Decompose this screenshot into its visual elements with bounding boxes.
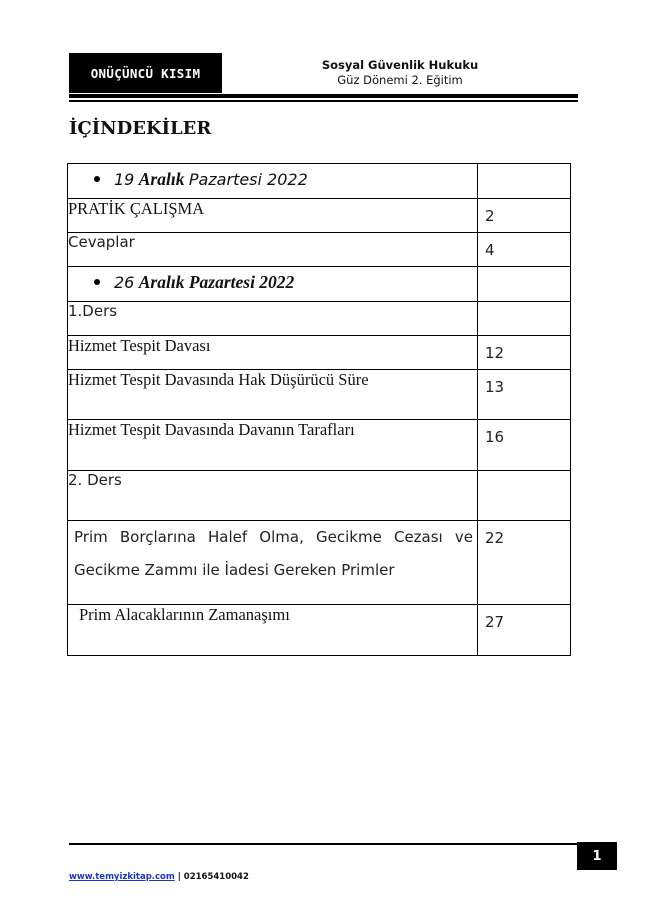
- toc-row[interactable]: [68, 302, 571, 336]
- toc-page-number: 12: [478, 336, 571, 370]
- bullet-icon: [94, 279, 100, 285]
- course-subtitle: Güz Dönemi 2. Eğitim: [337, 73, 463, 87]
- toc-page-number: 13: [478, 370, 571, 420]
- toc-date-heading: 26 Aralık Pazartesi 2022: [68, 267, 478, 302]
- toc-entry-label[interactable]: Prim Borçlarına Halef Olma, Gecikme Cezası ve Gecikme Zammı ile İadesi Gereken Primler: [68, 521, 478, 605]
- toc-page-number: [478, 164, 571, 199]
- website-link[interactable]: www.temyizkitap.com: [69, 872, 175, 882]
- toc-row[interactable]: [68, 233, 571, 267]
- section-label: ONÜÇÜNCÜ KISIM: [69, 53, 222, 93]
- toc-page-number: [478, 471, 571, 521]
- toc-entry-label[interactable]: PRATİK ÇALIŞMA: [68, 199, 478, 233]
- toc-page-number: 4: [478, 233, 571, 267]
- toc-page-number: [478, 267, 571, 302]
- toc-row-date: [68, 267, 571, 302]
- toc-row[interactable]: [68, 471, 571, 521]
- toc-row-date: [68, 164, 571, 199]
- toc-page-number: [478, 302, 571, 336]
- toc-entry-label[interactable]: 2. Ders: [68, 471, 478, 521]
- toc-entry-label[interactable]: Hizmet Tespit Davasında Hak Düşürücü Süre: [68, 370, 478, 420]
- toc-row[interactable]: [68, 370, 571, 420]
- toc-table: [67, 163, 571, 656]
- page-number: 1: [577, 842, 617, 870]
- toc-date-heading: 19 Aralık Pazartesi 2022: [68, 164, 478, 199]
- footer-separator: |: [177, 872, 181, 882]
- toc-entry-label[interactable]: Cevaplar: [68, 233, 478, 267]
- phone-number: 02165410042: [183, 872, 249, 882]
- course-title: Sosyal Güvenlik Hukuku: [321, 58, 479, 72]
- footer-rule: [69, 843, 578, 845]
- bullet-icon: [94, 176, 100, 182]
- toc-page-number: 27: [478, 605, 571, 656]
- toc-entry-label[interactable]: Prim Alacaklarının Zamanaşımı: [68, 605, 478, 656]
- toc-page-number: 16: [478, 420, 571, 471]
- toc-row[interactable]: [68, 521, 571, 605]
- toc-row[interactable]: [68, 199, 571, 233]
- toc-row[interactable]: [68, 420, 571, 471]
- toc-entry-label[interactable]: 1.Ders: [68, 302, 478, 336]
- toc-page-number: 22: [478, 521, 571, 605]
- toc-title: İÇİNDEKİLER: [69, 118, 212, 139]
- header-rule-thin: [69, 100, 578, 102]
- toc-row[interactable]: [68, 605, 571, 656]
- course-header: [290, 58, 510, 88]
- toc-row[interactable]: [68, 336, 571, 370]
- footer-contact: [69, 872, 249, 882]
- toc-entry-label[interactable]: Hizmet Tespit Davası: [68, 336, 478, 370]
- header-rule-thick: [69, 94, 578, 98]
- toc-page-number: 2: [478, 199, 571, 233]
- toc-entry-label[interactable]: Hizmet Tespit Davasında Davanın Tarafları: [68, 420, 478, 471]
